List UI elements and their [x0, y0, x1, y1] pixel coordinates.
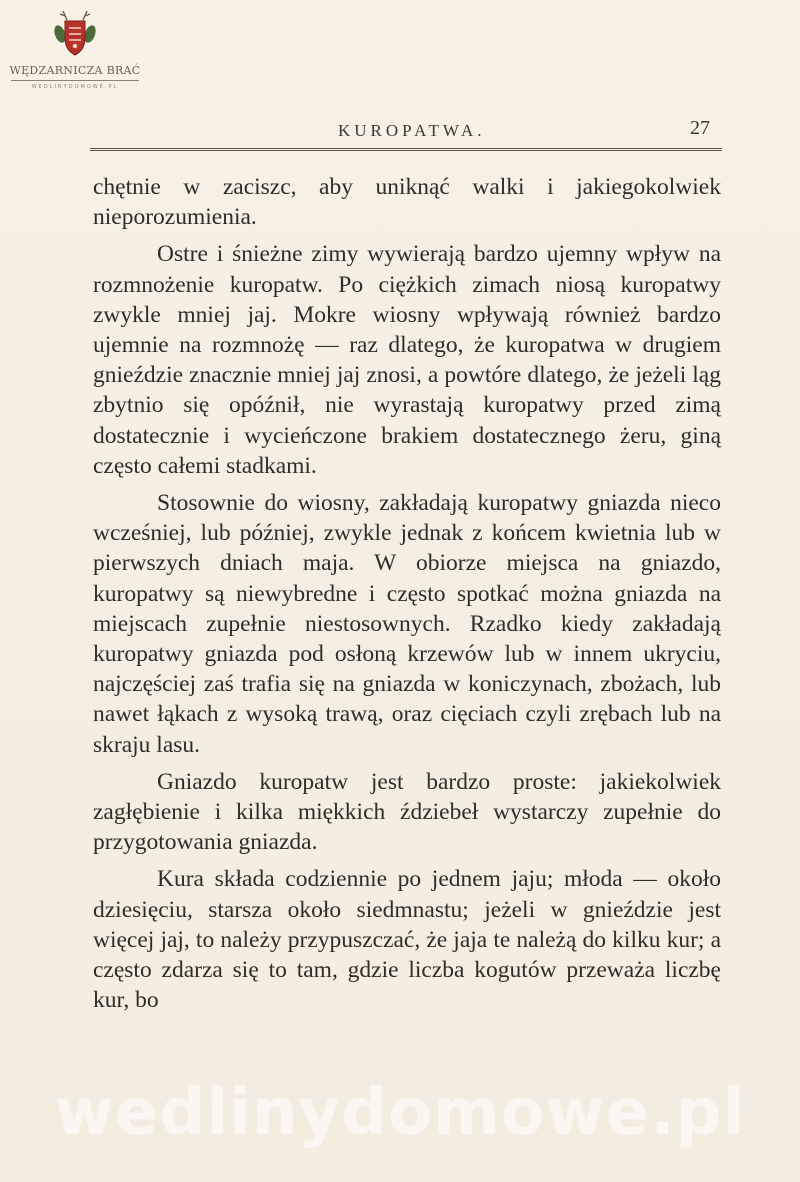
paragraph: Kura składa codziennie po jednem jaju; młoda — około dziesięciu, starsza około siedmnastu; jeżeli w gnieździe jest więcej jaj, to należy przypuszczać, że jaja te należą do kilku kur; a często zdarza się to tam, gdzie liczba kogutów przeważa liczbę kur, bo [93, 866, 721, 1014]
chapter-title: KUROPATWA. [338, 121, 486, 140]
crest-emblem-icon [52, 8, 98, 60]
paragraph: Gniazdo kuropatw jest bardzo proste: jakiekolwiek zagłębienie i kilka miękkich ździebeł wystarczy zupełnie do przygotowania gniazda. [93, 768, 721, 856]
paragraph: Stosownie do wiosny, zakładają kuropatwy gniazda nieco wcześniej, lub później, zwykle jednak z końcem kwietnia lub w pierwszych dniach maja. W obiorze miejsca na gniazdo, kuropatwy są niewybredne i często spotkać można gniazda na miejscach zupełnie niestosownych. Rzadko kiedy zakładają kuropatwy gniazda pod osłoną krzewów lub w innem ukryciu, najczęściej zaś trafia się na gniazda w koniczynach, zbożach, lub nawet łąkach z wysoką trawą, oraz cięciach czyli zrębach lub na skraju lasu. [93, 490, 721, 758]
logo-title: WĘDZARNICZA BRAĆ [9, 64, 141, 77]
running-head [90, 117, 722, 147]
body-text [93, 172, 721, 1022]
logo-divider [11, 80, 139, 81]
paragraph: Ostre i śnieżne zimy wywierają bardzo ujemny wpływ na rozmnożenie kuropatw. Po ciężkich zimach niosą kuropatwy zwykle mniej jaj. Mokre wiosny wpływają również bardzo ujemnie na rozmnożę — raz dlatego, że kuropatwa w drugiem gnieździe znacznie mniej jaj znosi, a powtóre dlatego, że jeżeli ląg zbytnio się opóźnił, nie wyrastają kuropatwy przed zimą dostatecznie i wycieńczone brakiem dostatecznego żeru, giną często całemi stadkami. [93, 241, 721, 479]
logo-subtitle: WEDLINYDOMOWE.PL [31, 84, 119, 90]
paragraph: chętnie w zaciszc, aby uniknąć walki i jakiegokolwiek nieporozumienia. [93, 174, 721, 231]
watermark: wedlinydomowe.pl [54, 1076, 746, 1150]
site-logo[interactable] [0, 8, 150, 90]
header-double-rule [90, 148, 722, 151]
page-number: 27 [690, 117, 710, 139]
